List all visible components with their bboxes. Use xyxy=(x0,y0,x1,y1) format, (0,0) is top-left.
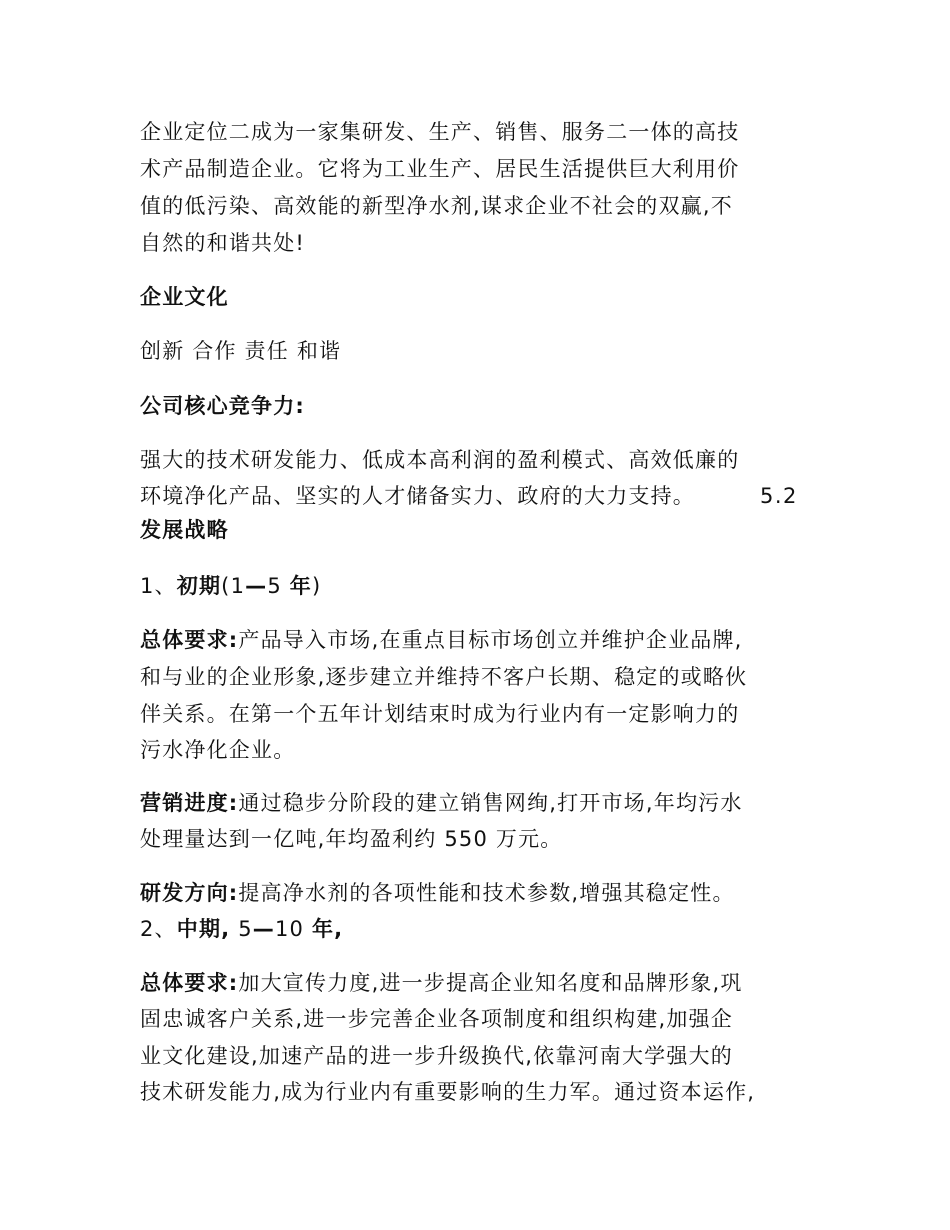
phase1-marketing-line-2: 处理量达到一亿吨,年均盈利约 550 万元。 xyxy=(140,827,563,851)
phase1-heading-num2: 5 xyxy=(267,574,290,598)
phase2-overall-line-1 xyxy=(140,966,743,1000)
section-number: 5.2 xyxy=(760,484,798,508)
phase2-heading-year: 年, xyxy=(311,917,344,941)
phase1-heading-bold: 初期 xyxy=(176,574,222,598)
phase1-marketing-text-1: 通过稳步分阶段的建立销售网绚,打开市场,年均污水 xyxy=(238,791,743,815)
phase1-heading-year: 年 xyxy=(289,574,312,598)
culture-values: 创新 合作 责任 和谐 xyxy=(140,339,342,363)
phase1-rd-label: 研发方向: xyxy=(140,881,239,905)
phase1-heading-dash: — xyxy=(245,574,268,598)
phase1-heading-num: 1、 xyxy=(140,574,177,598)
phase2-overall-text-1: 加大宣传力度,进一步提高企业知名度和品牌形象,巩 xyxy=(238,971,743,995)
phase1-overall-line-3: 伴关系。在第一个五年计划结束时成为行业内有一定影响力的 xyxy=(140,702,740,726)
phase1-rd-text: 提高净水剂的各项性能和技术参数,增强其稳定性。 xyxy=(238,881,735,905)
intro-line-2: 术产品制造企业。它将为工业生产、居民生活提供巨大利用价 xyxy=(140,157,740,181)
phase2-overall-line-2: 固忠诚客户关系,进一步完善企业各项制度和组织构建,加强企 xyxy=(140,1007,733,1031)
intro-line-4: 自然的和谐共处! xyxy=(140,231,306,255)
phase1-overall-line-2: 和与业的企业形象,逐步建立并维持不客户长期、稳定的或略伙 xyxy=(140,665,748,689)
phase1-marketing-line-1 xyxy=(140,786,743,820)
phase1-rd-line xyxy=(140,876,735,910)
phase1-heading-paren-open: (1 xyxy=(221,574,246,598)
culture-heading: 企业文化 xyxy=(140,285,229,309)
phase1-heading-paren-close: ) xyxy=(311,574,322,598)
intro-line-3: 值的低污染、高效能的新型净水剂,谋求企业不社会的双赢,不 xyxy=(140,194,733,218)
phase2-heading-num: 2、 xyxy=(140,917,177,941)
phase2-heading-bold: 中期, xyxy=(176,917,231,941)
phase2-heading-range-a: 5 xyxy=(230,917,253,941)
phase2-heading-dash: — xyxy=(252,917,275,941)
phase1-heading xyxy=(140,569,321,603)
phase1-overall-line-1 xyxy=(140,623,743,657)
phase1-overall-line-4: 污水净化企业。 xyxy=(140,738,296,762)
phase2-overall-label: 总体要求: xyxy=(140,971,239,995)
phase2-heading-range-b: 10 xyxy=(274,917,312,941)
phase1-overall-text-1: 产品导入市场,在重点目标市场创立并维护企业品牌, xyxy=(238,628,743,652)
competitiveness-line-1: 强大的技术研发能力、低成本高利润的盈利模式、高效低廉的 xyxy=(140,448,740,472)
competitiveness-line-2: 环境净化产品、坚实的人才储备实力、政府的大力支持。 xyxy=(140,484,695,508)
phase1-marketing-label: 营销进度: xyxy=(140,791,239,815)
phase2-heading xyxy=(140,912,343,946)
competitiveness-heading: 公司核心竞争力: xyxy=(140,394,305,418)
phase1-overall-label: 总体要求: xyxy=(140,628,239,652)
section-title: 发展战略 xyxy=(140,518,229,542)
phase2-overall-line-4: 技术研发能力,成为行业内有重要影响的生力军。通过资本运作, xyxy=(140,1080,756,1104)
intro-line-1: 企业定位二成为一家集研发、生产、销售、服务二一体的高技 xyxy=(140,120,740,144)
phase2-overall-line-3: 业文化建设,加速产品的进一步升级换代,依靠河南大学强大的 xyxy=(140,1044,733,1068)
